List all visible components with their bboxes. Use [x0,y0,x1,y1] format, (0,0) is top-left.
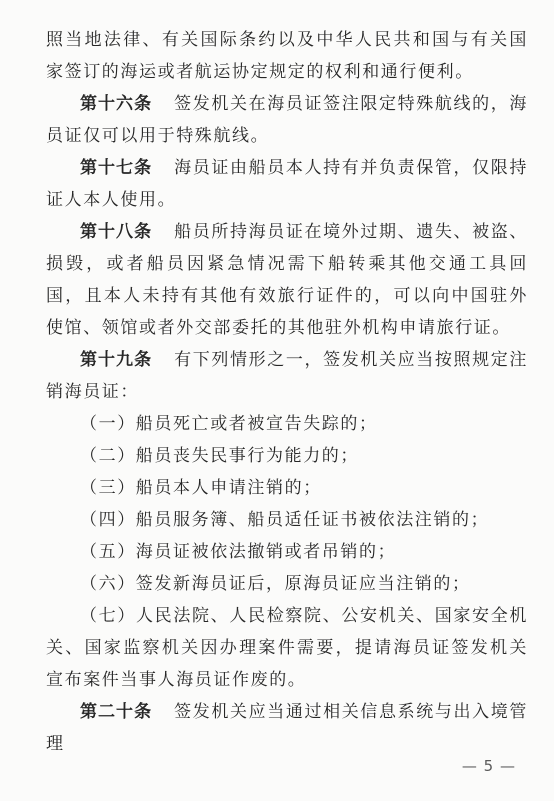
article-18-text: 船员所持海员证在境外过期、遗失、被盗、损毁，或者船员因紧急情况需下船转乘其他交通工具回国，且本人未持有其他有效旅行证件的，可以向中国驻外使馆、领馆或者外交部委托的其他驻外机构申请旅行证。 [46,222,528,338]
article-19-heading: 第十九条 [80,350,153,370]
article-17-heading: 第十七条 [80,158,153,178]
article-16-heading: 第十六条 [80,94,153,114]
page-number: — 5 — [461,757,516,775]
list-item: （一）船员死亡或者被宣告失踪的； [80,414,378,434]
list-item: （三）船员本人申请注销的； [80,478,322,498]
article-17-text: 海员证由船员本人持有并负责保管，仅限持证人本人使用。 [46,158,528,210]
article-16-text: 签发机关在海员证签注限定特殊航线的，海员证仅可以用于特殊航线。 [46,94,528,146]
article-20-text: 签发机关应当通过相关信息系统与出入境管理 [46,702,528,754]
list-item: （七）人民法院、人民检察院、公安机关、国家安全机关、国家监察机关因办理案件需要，提请海员证签发机关宣布案件当事人海员证作废的。 [46,606,528,690]
article-19 [46,344,528,408]
article-19-text: 有下列情形之一，签发机关应当按照规定注销海员证： [46,350,528,402]
continued-paragraph: 照当地法律、有关国际条约以及中华人民共和国与有关国家签订的海运或者航运协定规定的权利和通行便利。 [46,30,528,82]
article-16 [46,88,528,152]
article-17 [46,152,528,216]
list-item: （五）海员证被依法撤销或者吊销的； [80,542,397,562]
page-footer [0,757,554,775]
article-20-heading: 第二十条 [80,702,153,722]
article-18 [46,216,528,344]
article-20 [46,696,528,760]
list-item: （四）船员服务簿、船员适任证书被依法注销的； [80,510,490,530]
article-18-heading: 第十八条 [80,222,153,242]
list-item: （六）签发新海员证后，原海员证应当注销的； [80,574,471,594]
list-item: （二）船员丧失民事行为能力的； [80,446,359,466]
